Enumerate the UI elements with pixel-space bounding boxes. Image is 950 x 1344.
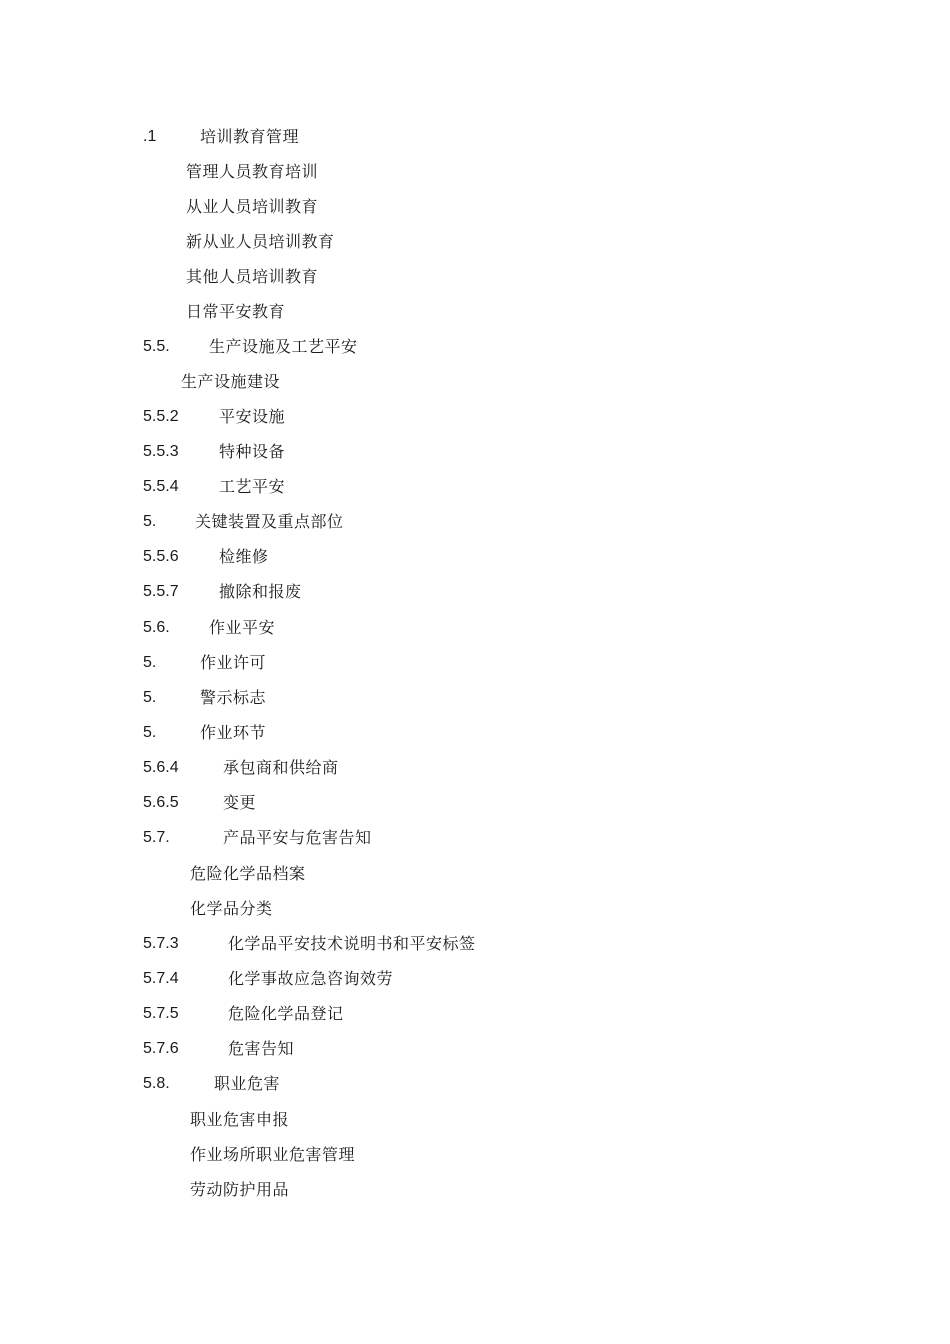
toc-line — [0, 125, 700, 149]
toc-title: 化学品分类 — [190, 899, 273, 918]
toc-title: 职业危害申报 — [190, 1110, 290, 1129]
toc-title: 产品平安与危害告知 — [223, 828, 372, 847]
toc-title: 危害告知 — [228, 1039, 295, 1058]
toc-title: 平安设施 — [219, 407, 286, 426]
toc-title: 特种设备 — [219, 442, 286, 461]
toc-title: 管理人员教育培训 — [186, 162, 319, 181]
toc-number: 5.5.6 — [143, 548, 179, 565]
toc-line — [0, 545, 700, 569]
toc-line — [0, 335, 700, 359]
toc-line — [0, 1178, 700, 1202]
toc-line — [0, 862, 700, 886]
toc-title: 作业许可 — [200, 653, 267, 672]
toc-title: 作业平安 — [209, 618, 276, 637]
toc-line — [0, 580, 700, 604]
toc-line — [0, 967, 700, 991]
toc-line — [0, 510, 700, 534]
toc-line — [0, 932, 700, 956]
toc-line — [0, 791, 700, 815]
toc-title: 培训教育管理 — [200, 127, 300, 146]
toc-line — [0, 1108, 700, 1132]
toc-number: 5. — [143, 654, 157, 671]
toc-line — [0, 897, 700, 921]
toc-title: 危险化学品登记 — [228, 1004, 344, 1023]
toc-number: 5.7.6 — [143, 1040, 179, 1057]
toc-line — [0, 265, 700, 289]
toc-title: 作业场所职业危害管理 — [190, 1145, 356, 1164]
toc-line — [0, 300, 700, 324]
toc-title: 危险化学品档案 — [190, 864, 306, 883]
toc-number: 5.5.4 — [143, 478, 179, 495]
toc-title: 新从业人员培训教育 — [186, 232, 335, 251]
toc-title: 化学品平安技术说明书和平安标签 — [228, 934, 476, 953]
toc-title: 从业人员培训教育 — [186, 197, 319, 216]
toc-number: 5.7.5 — [143, 1005, 179, 1022]
toc-number: 5. — [143, 513, 157, 530]
toc-number: 5.7. — [143, 829, 170, 846]
toc-number: 5.7.3 — [143, 935, 179, 952]
toc-number: 5.6.4 — [143, 759, 179, 776]
toc-title: 作业环节 — [200, 723, 267, 742]
toc-line — [0, 475, 700, 499]
toc-line — [0, 1143, 700, 1167]
toc-title: 劳动防护用品 — [190, 1180, 290, 1199]
toc-line — [0, 440, 700, 464]
toc-line — [0, 826, 700, 850]
toc-number: 5.8. — [143, 1075, 170, 1092]
toc-title: 生产设施及工艺平安 — [209, 337, 358, 356]
toc-number: 5.5. — [143, 338, 170, 355]
toc-line — [0, 230, 700, 254]
toc-number: .1 — [143, 128, 157, 145]
toc-title: 关键装置及重点部位 — [195, 512, 344, 531]
toc-number: 5.5.2 — [143, 408, 179, 425]
toc-number: 5.7.4 — [143, 970, 179, 987]
toc-title: 化学事故应急咨询效劳 — [228, 969, 394, 988]
toc-line — [0, 195, 700, 219]
toc-line — [0, 686, 700, 710]
toc-line — [0, 405, 700, 429]
toc-title: 检维修 — [219, 547, 269, 566]
toc-title: 职业危害 — [214, 1074, 281, 1093]
toc-line — [0, 721, 700, 745]
toc-title: 撤除和报废 — [219, 582, 302, 601]
toc-number: 5.5.7 — [143, 583, 179, 600]
toc-number: 5.6.5 — [143, 794, 179, 811]
toc-number: 5.5.3 — [143, 443, 179, 460]
toc-title: 警示标志 — [200, 688, 267, 707]
toc-line — [0, 160, 700, 184]
toc-number: 5. — [143, 689, 157, 706]
toc-line — [0, 1037, 700, 1061]
toc-number: 5. — [143, 724, 157, 741]
toc-number: 5.6. — [143, 619, 170, 636]
toc-line — [0, 756, 700, 780]
toc-title: 生产设施建设 — [181, 372, 281, 391]
toc-line — [0, 370, 700, 394]
toc-line — [0, 1002, 700, 1026]
toc-title: 其他人员培训教育 — [186, 267, 319, 286]
toc-line — [0, 616, 700, 640]
toc-title: 变更 — [223, 793, 257, 812]
toc-title: 工艺平安 — [219, 477, 286, 496]
toc-line — [0, 1072, 700, 1096]
toc-line — [0, 651, 700, 675]
toc-title: 日常平安教育 — [186, 302, 286, 321]
toc-title: 承包商和供给商 — [223, 758, 339, 777]
